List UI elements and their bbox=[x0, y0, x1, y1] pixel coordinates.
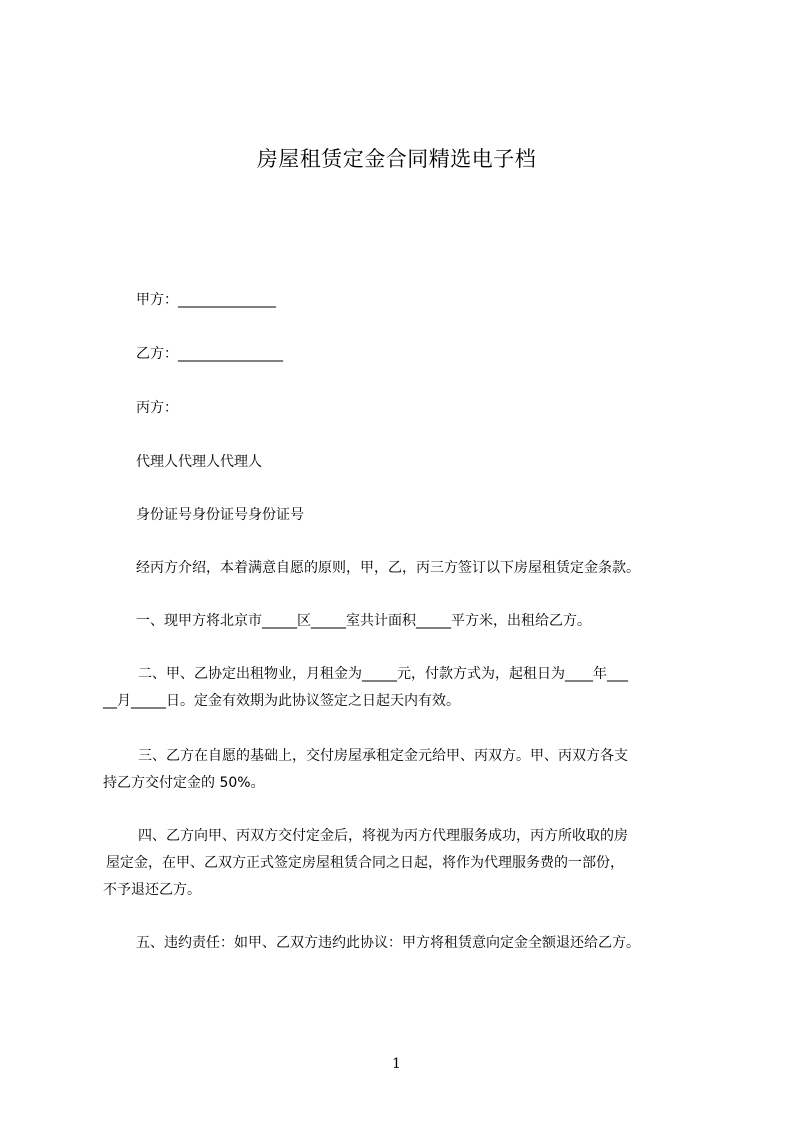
agents-line: 代理人代理人代理人 bbox=[136, 454, 262, 470]
id-numbers-line: 身份证号身份证号身份证号 bbox=[136, 507, 304, 523]
party-c-line: 丙方： bbox=[136, 400, 178, 416]
document-title: 房屋租赁定金合同精选电子档 bbox=[256, 147, 537, 171]
clause-4-line-1: 四、乙方向甲、丙双方交付定金后，将视为丙方代理服务成功，丙方所收取的房 bbox=[138, 828, 628, 844]
clause-5: 五、违约责任：如甲、乙双方违约此协议：甲方将租赁意向定金全额退还给乙方。 bbox=[136, 935, 640, 951]
clause-1: 一、现甲方将北京市_____区_____室共计面积_____平方米，出租给乙方。 bbox=[136, 613, 591, 629]
page-number: 1 bbox=[392, 1056, 401, 1072]
clause-2-line-2: __月_____日。定金有效期为此协议签定之日起天内有效。 bbox=[103, 693, 460, 709]
clause-4-line-3: 不予退还乙方。 bbox=[103, 882, 201, 898]
clause-3-line-2: 持乙方交付定金的 50%。 bbox=[103, 775, 265, 791]
clause-3-line-1: 三、乙方在自愿的基础上，交付房屋承租定金元给甲、丙双方。甲、丙双方各支 bbox=[138, 748, 628, 764]
party-b-line: 乙方：_______________ bbox=[136, 346, 283, 362]
party-a-line: 甲方：______________ bbox=[136, 292, 276, 308]
intro-paragraph: 经丙方介绍，本着满意自愿的原则，甲，乙，丙三方签订以下房屋租赁定金条款。 bbox=[136, 560, 640, 576]
clause-2-line-1: 二、甲、乙协定出租物业，月租金为_____元，付款方式为，起租日为____年___ bbox=[138, 666, 628, 682]
clause-4-line-2: 屋定金，在甲、乙双方正式签定房屋租赁合同之日起，将作为代理服务费的一部份， bbox=[106, 855, 624, 871]
